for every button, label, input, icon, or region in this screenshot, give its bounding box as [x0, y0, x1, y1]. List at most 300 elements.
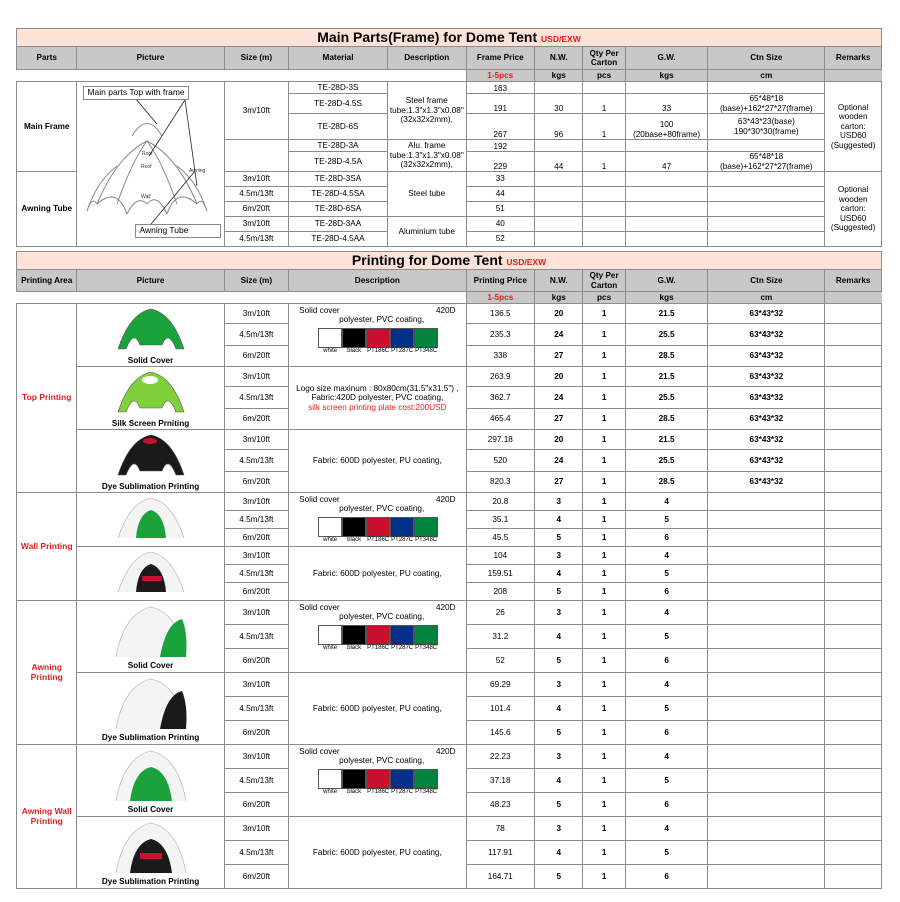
tent-image	[110, 819, 192, 877]
nw-cell: 3	[535, 673, 583, 697]
remarks-cell	[825, 367, 882, 387]
price-cell: 104	[466, 547, 535, 565]
price-cell: 520	[466, 450, 535, 472]
remarks-cell	[825, 409, 882, 430]
tent-image	[110, 368, 192, 418]
gw-cell: 28.5	[625, 409, 708, 430]
nw-cell: 4	[535, 769, 583, 793]
swatch-label: PT186C	[367, 788, 390, 795]
remarks-cell	[825, 324, 882, 346]
qty-cell: 1	[583, 450, 625, 472]
nw-cell: 4	[535, 625, 583, 649]
ctn-cell	[708, 865, 825, 889]
price-cell: 52	[466, 649, 535, 673]
remarks-cell	[825, 625, 882, 649]
cover-coating: polyester, PVC coating,	[339, 612, 425, 622]
size-cell: 4.5m/13ft	[224, 187, 289, 202]
remarks-cell	[825, 430, 882, 450]
printing-row	[17, 673, 882, 697]
material-cell: TE-28D-6SA	[289, 202, 388, 217]
gw-cell: 21.5	[625, 367, 708, 387]
color-swatch[interactable]	[391, 625, 413, 652]
col-gw: G.W.	[625, 270, 708, 292]
ctn-cell: 63*43*23(base) 190*30*30(frame)	[708, 114, 825, 140]
price-sheet	[16, 28, 882, 889]
material-cell: TE-28D-3AA	[289, 217, 388, 232]
nw-cell	[535, 82, 583, 94]
description-cell: Alu. frame tube:1.3"x1.3"x0.08" (32x32x2mm),	[387, 140, 466, 172]
color-swatch[interactable]	[367, 769, 389, 796]
swatch-label: PT287C	[391, 644, 414, 651]
swatch-label: PT287C	[391, 536, 414, 543]
tent-picture	[77, 493, 224, 547]
swatch-label: PT186C	[367, 536, 390, 543]
ctn-cell: 65*48*18 (base)+162*27*27(frame)	[708, 94, 825, 114]
size-cell: 3m/10ft	[224, 172, 289, 187]
col-nw: N.W.	[535, 270, 583, 292]
material-cell: TE-28D-3A	[289, 140, 388, 152]
tent-image	[110, 747, 192, 805]
ctn-cell: 63*43*32	[708, 409, 825, 430]
size-cell: 3m/10ft	[224, 82, 289, 140]
solid-cover-line	[299, 495, 455, 504]
description-cell: Steel frame tube:1.3"x1.3"x0.08" (32x32x2mm),	[387, 82, 466, 140]
remarks-cell	[825, 817, 882, 841]
qty-cell: 1	[583, 409, 625, 430]
size-cell: 6m/20ft	[224, 472, 289, 493]
price-cell: 338	[466, 346, 535, 367]
gw-unit: kgs	[625, 292, 708, 304]
price-cell: 465.4	[466, 409, 535, 430]
remarks-cell	[825, 745, 882, 769]
nw-cell	[535, 202, 583, 217]
picture-caption: Solid Cover	[127, 661, 174, 670]
nw-cell	[535, 172, 583, 187]
price-cell: 78	[466, 817, 535, 841]
qty-cell: 1	[583, 387, 625, 409]
tent-picture	[77, 745, 224, 817]
remarks-cell	[825, 565, 882, 583]
color-swatches	[319, 328, 455, 355]
qty-cell: 1	[583, 565, 625, 583]
remarks-cell	[825, 697, 882, 721]
gw-cell: 21.5	[625, 430, 708, 450]
printing-price-table	[16, 251, 882, 889]
price-cell: 208	[466, 583, 535, 601]
printing-area-label: Wall Printing	[17, 493, 77, 601]
printing-row	[17, 745, 882, 769]
tent-image	[110, 494, 192, 544]
nw-cell: 3	[535, 493, 583, 511]
swatch-color	[414, 625, 438, 645]
size-cell: 4.5m/13ft	[224, 625, 289, 649]
cover-type: Solid cover	[299, 495, 340, 504]
printing-row	[17, 493, 882, 511]
size-cell: 6m/20ft	[224, 583, 289, 601]
color-swatch[interactable]	[343, 769, 365, 796]
nw-cell: 3	[535, 601, 583, 625]
price-cell: 159.51	[466, 565, 535, 583]
tent-picture	[77, 601, 224, 673]
qty-cell	[583, 187, 625, 202]
size-cell: 4.5m/13ft	[224, 324, 289, 346]
price-cell: 229	[466, 152, 535, 172]
solid-cover-description	[291, 304, 463, 357]
col-ctn: Ctn Size	[708, 270, 825, 292]
remarks-cell	[825, 841, 882, 865]
color-swatch[interactable]	[367, 517, 389, 544]
ctn-cell	[708, 673, 825, 697]
gw-unit: kgs	[625, 70, 708, 82]
gw-cell	[625, 140, 708, 152]
material-cell: TE-28D-6S	[289, 114, 388, 140]
price-cell: 263.9	[466, 367, 535, 387]
printing-row	[17, 601, 882, 625]
fabric-desc: Fabric: 600D polyester, PU coating,	[312, 847, 442, 857]
color-swatch[interactable]	[415, 769, 437, 796]
size-cell: 3m/10ft	[224, 745, 289, 769]
printing-area-label: Awning Printing	[17, 601, 77, 745]
qty-cell: 1	[583, 152, 625, 172]
color-swatch[interactable]	[391, 517, 413, 544]
nw-cell	[535, 217, 583, 232]
color-swatch[interactable]	[343, 328, 365, 355]
cover-coating: polyester, PVC coating,	[339, 315, 425, 325]
ctn-cell: 63*43*32	[708, 450, 825, 472]
swatch-color	[342, 328, 366, 348]
price-cell: 37.18	[466, 769, 535, 793]
ctn-cell	[708, 841, 825, 865]
ctn-cell	[708, 187, 825, 202]
nw-cell	[535, 140, 583, 152]
price-cell: 22.23	[466, 745, 535, 769]
description-cell	[289, 745, 466, 817]
printing-row	[17, 430, 882, 450]
size-cell: 6m/20ft	[224, 865, 289, 889]
fabric-desc: Fabric:420D polyester, PVC coating,	[311, 393, 444, 403]
col-gw: G.W.	[625, 47, 708, 70]
size-cell: 6m/20ft	[224, 721, 289, 745]
tent-picture	[77, 430, 224, 493]
price-cell: 820.3	[466, 472, 535, 493]
size-cell: 3m/10ft	[224, 217, 289, 232]
color-swatch[interactable]	[415, 625, 437, 652]
price-cell: 69.29	[466, 673, 535, 697]
ctn-cell	[708, 529, 825, 547]
tent-illustration	[77, 548, 223, 598]
main-frame-row	[17, 82, 882, 94]
gw-cell: 4	[625, 547, 708, 565]
awning-tube-part-label: Awning Tube	[17, 172, 77, 247]
solid-cover-description	[291, 745, 463, 798]
gw-cell: 25.5	[625, 450, 708, 472]
size-cell: 3m/10ft	[224, 430, 289, 450]
nw-cell: 30	[535, 94, 583, 114]
color-swatch[interactable]	[415, 328, 437, 355]
price-cell: 52	[466, 232, 535, 247]
remarks-cell	[825, 793, 882, 817]
picture-caption: Dye Sublimation Printing	[101, 481, 200, 491]
gw-cell: 28.5	[625, 346, 708, 367]
gw-cell: 5	[625, 565, 708, 583]
ctn-cell	[708, 547, 825, 565]
nw-cell: 96	[535, 114, 583, 140]
nw-cell: 5	[535, 649, 583, 673]
ctn-unit: cm	[708, 70, 825, 82]
size-cell: 4.5m/13ft	[224, 565, 289, 583]
tent-picture	[77, 673, 224, 745]
size-cell: 3m/10ft	[224, 493, 289, 511]
color-swatch[interactable]	[391, 328, 413, 355]
logo-size: Logo size maxinum : 80x80cm(31.5"x31.5") ,	[296, 383, 459, 393]
tent-illustration	[77, 431, 223, 491]
ctn-cell	[708, 649, 825, 673]
size-cell	[224, 140, 289, 172]
swatch-label: PT348C	[415, 347, 438, 354]
main-parts-label: Main parts Top with frame	[83, 86, 188, 100]
qty-cell	[583, 202, 625, 217]
color-swatch[interactable]	[343, 517, 365, 544]
size-cell: 4.5m/13ft	[224, 232, 289, 247]
nw-cell: 3	[535, 547, 583, 565]
description-cell	[289, 367, 466, 430]
ctn-cell	[708, 601, 825, 625]
price-cell: 297.18	[466, 430, 535, 450]
cover-fabric: 420D	[435, 495, 456, 504]
gw-cell: 33	[625, 94, 708, 114]
qty-cell: 1	[583, 547, 625, 565]
nw-cell: 27	[535, 409, 583, 430]
picture-caption: Dye Sublimation Printing	[101, 733, 200, 742]
qty-cell	[583, 172, 625, 187]
dome-frame-drawing	[77, 86, 219, 236]
col-remarks: Remarks	[825, 47, 882, 70]
price-cell: 164.71	[466, 865, 535, 889]
printing-row	[17, 817, 882, 841]
gw-cell: 5	[625, 697, 708, 721]
color-swatch[interactable]	[415, 517, 437, 544]
gw-cell: 5	[625, 511, 708, 529]
size-cell: 4.5m/13ft	[224, 841, 289, 865]
col-printing-price: Printing Price	[466, 270, 535, 292]
nw-cell: 4	[535, 841, 583, 865]
price-cell: 101.4	[466, 697, 535, 721]
swatch-color	[414, 517, 438, 537]
swatch-label: white	[323, 644, 338, 651]
ctn-cell: 63*43*32	[708, 346, 825, 367]
price-cell: 48.23	[466, 793, 535, 817]
color-swatch[interactable]	[367, 328, 389, 355]
size-cell: 4.5m/13ft	[224, 697, 289, 721]
remarks-cell	[825, 673, 882, 697]
ctn-cell	[708, 565, 825, 583]
size-cell: 6m/20ft	[224, 649, 289, 673]
swatch-color	[318, 769, 342, 789]
gw-cell: 6	[625, 583, 708, 601]
qty-cell: 1	[583, 529, 625, 547]
swatch-color	[414, 328, 438, 348]
picture-caption: Dye Sublimation Printing	[101, 877, 200, 886]
tent-picture	[77, 304, 224, 367]
description-cell	[289, 547, 466, 601]
swatch-label: PT348C	[415, 644, 438, 651]
col-description: Description	[387, 47, 466, 70]
size-cell: 3m/10ft	[224, 547, 289, 565]
color-swatch[interactable]	[343, 625, 365, 652]
tent-illustration	[77, 494, 223, 544]
qty-cell: 1	[583, 793, 625, 817]
size-cell: 3m/10ft	[224, 817, 289, 841]
size-cell: 6m/20ft	[224, 202, 289, 217]
ctn-cell: 63*43*32	[708, 367, 825, 387]
ctn-cell: 65*48*18 (base)+162*27*27(frame)	[708, 152, 825, 172]
nw-cell: 5	[535, 721, 583, 745]
price-cell: 362.7	[466, 387, 535, 409]
cover-type: Solid cover	[299, 306, 340, 315]
qty-cell: 1	[583, 841, 625, 865]
qty-cell: 1	[583, 324, 625, 346]
swatch-color	[366, 769, 390, 789]
remarks-cell	[825, 721, 882, 745]
gw-cell: 4	[625, 493, 708, 511]
price-cell: 33	[466, 172, 535, 187]
tent-image	[110, 431, 192, 481]
size-cell: 6m/20ft	[224, 409, 289, 430]
ctn-cell	[708, 172, 825, 187]
swatch-label: PT348C	[415, 788, 438, 795]
color-swatch[interactable]	[319, 328, 341, 355]
description-cell: Steel tube	[387, 172, 466, 217]
tent-illustration	[77, 819, 223, 887]
price-cell: 267	[466, 114, 535, 140]
size-cell: 3m/10ft	[224, 601, 289, 625]
col-ctn: Ctn Size	[708, 47, 825, 70]
swatch-color	[342, 517, 366, 537]
gw-cell: 6	[625, 649, 708, 673]
swatch-color	[366, 517, 390, 537]
remarks-cell	[825, 493, 882, 511]
cover-type: Solid cover	[299, 603, 340, 612]
ctn-cell: 63*43*32	[708, 472, 825, 493]
solid-cover-description	[291, 601, 463, 654]
qty-cell: 1	[583, 583, 625, 601]
swatch-color	[414, 769, 438, 789]
tent-illustration	[77, 603, 223, 671]
price-cell: 145.6	[466, 721, 535, 745]
material-cell: TE-28D-4.5S	[289, 94, 388, 114]
color-swatch[interactable]	[319, 517, 341, 544]
size-cell: 4.5m/13ft	[224, 387, 289, 409]
nw-unit: kgs	[535, 292, 583, 304]
swatch-label: black	[347, 788, 362, 795]
ctn-cell	[708, 202, 825, 217]
ctn-cell	[708, 769, 825, 793]
swatch-color	[390, 517, 414, 537]
gw-cell: 5	[625, 625, 708, 649]
printing-row	[17, 304, 882, 324]
solid-cover-line	[299, 603, 455, 612]
ctn-unit: cm	[708, 292, 825, 304]
picture-caption: Solid Cover	[127, 355, 174, 365]
color-swatch[interactable]	[319, 769, 341, 796]
material-cell: TE-28D-4.5AA	[289, 232, 388, 247]
main-frame-label: Main Frame	[17, 82, 77, 172]
nw-unit: kgs	[535, 70, 583, 82]
nw-cell: 4	[535, 511, 583, 529]
col-parts: Parts	[17, 47, 77, 70]
qty-cell: 1	[583, 346, 625, 367]
nw-cell: 24	[535, 324, 583, 346]
tent-image	[110, 305, 192, 355]
ctn-cell: 63*43*32	[708, 304, 825, 324]
qty-cell: 1	[583, 769, 625, 793]
remarks-cell	[825, 865, 882, 889]
fabric-desc: Fabric: 600D polyester, PU coating,	[312, 568, 442, 578]
remarks-cell	[825, 601, 882, 625]
color-swatch[interactable]	[391, 769, 413, 796]
tent-illustration	[77, 368, 223, 428]
ctn-cell	[708, 232, 825, 247]
ctn-cell: 63*43*32	[708, 324, 825, 346]
nw-cell: 4	[535, 697, 583, 721]
gw-cell: 25.5	[625, 387, 708, 409]
material-cell: TE-28D-4.5SA	[289, 187, 388, 202]
swatch-color	[342, 625, 366, 645]
swatch-color	[390, 625, 414, 645]
gw-cell: 6	[625, 793, 708, 817]
swatch-label: white	[323, 536, 338, 543]
qty-cell: 1	[583, 511, 625, 529]
material-cell: TE-28D-3S	[289, 82, 388, 94]
color-swatch[interactable]	[367, 625, 389, 652]
tent-image	[110, 675, 192, 733]
description-cell	[289, 493, 466, 547]
awning-label: Awning	[189, 168, 206, 174]
gw-cell	[625, 217, 708, 232]
nw-cell	[535, 232, 583, 247]
col-size: Size (m)	[224, 47, 289, 70]
col-qty: Qty Per Carton	[583, 270, 625, 292]
swatch-label: white	[323, 347, 338, 354]
ctn-cell	[708, 217, 825, 232]
cover-fabric: 420D	[435, 747, 456, 756]
color-swatches	[319, 517, 455, 544]
gw-cell: 100 (20base+80frame)	[625, 114, 708, 140]
gw-cell: 4	[625, 601, 708, 625]
ctn-cell	[708, 697, 825, 721]
gw-cell: 4	[625, 745, 708, 769]
wall-label: Wall	[141, 194, 152, 200]
tent-picture	[77, 367, 224, 430]
remarks-cell	[825, 583, 882, 601]
ctn-cell: 63*43*32	[708, 430, 825, 450]
nw-cell: 5	[535, 583, 583, 601]
nw-cell: 27	[535, 346, 583, 367]
remarks-cell	[825, 769, 882, 793]
price-cell: 40	[466, 217, 535, 232]
gw-cell: 28.5	[625, 472, 708, 493]
swatch-label: PT287C	[391, 788, 414, 795]
cover-coating: polyester, PVC coating,	[339, 504, 425, 514]
color-swatch[interactable]	[319, 625, 341, 652]
tent-image	[110, 603, 192, 661]
tent-illustration	[77, 305, 223, 365]
gw-cell: 47	[625, 152, 708, 172]
price-cell: 45.5	[466, 529, 535, 547]
cover-type: Solid cover	[299, 747, 340, 756]
gw-cell: 25.5	[625, 324, 708, 346]
nw-cell: 44	[535, 152, 583, 172]
